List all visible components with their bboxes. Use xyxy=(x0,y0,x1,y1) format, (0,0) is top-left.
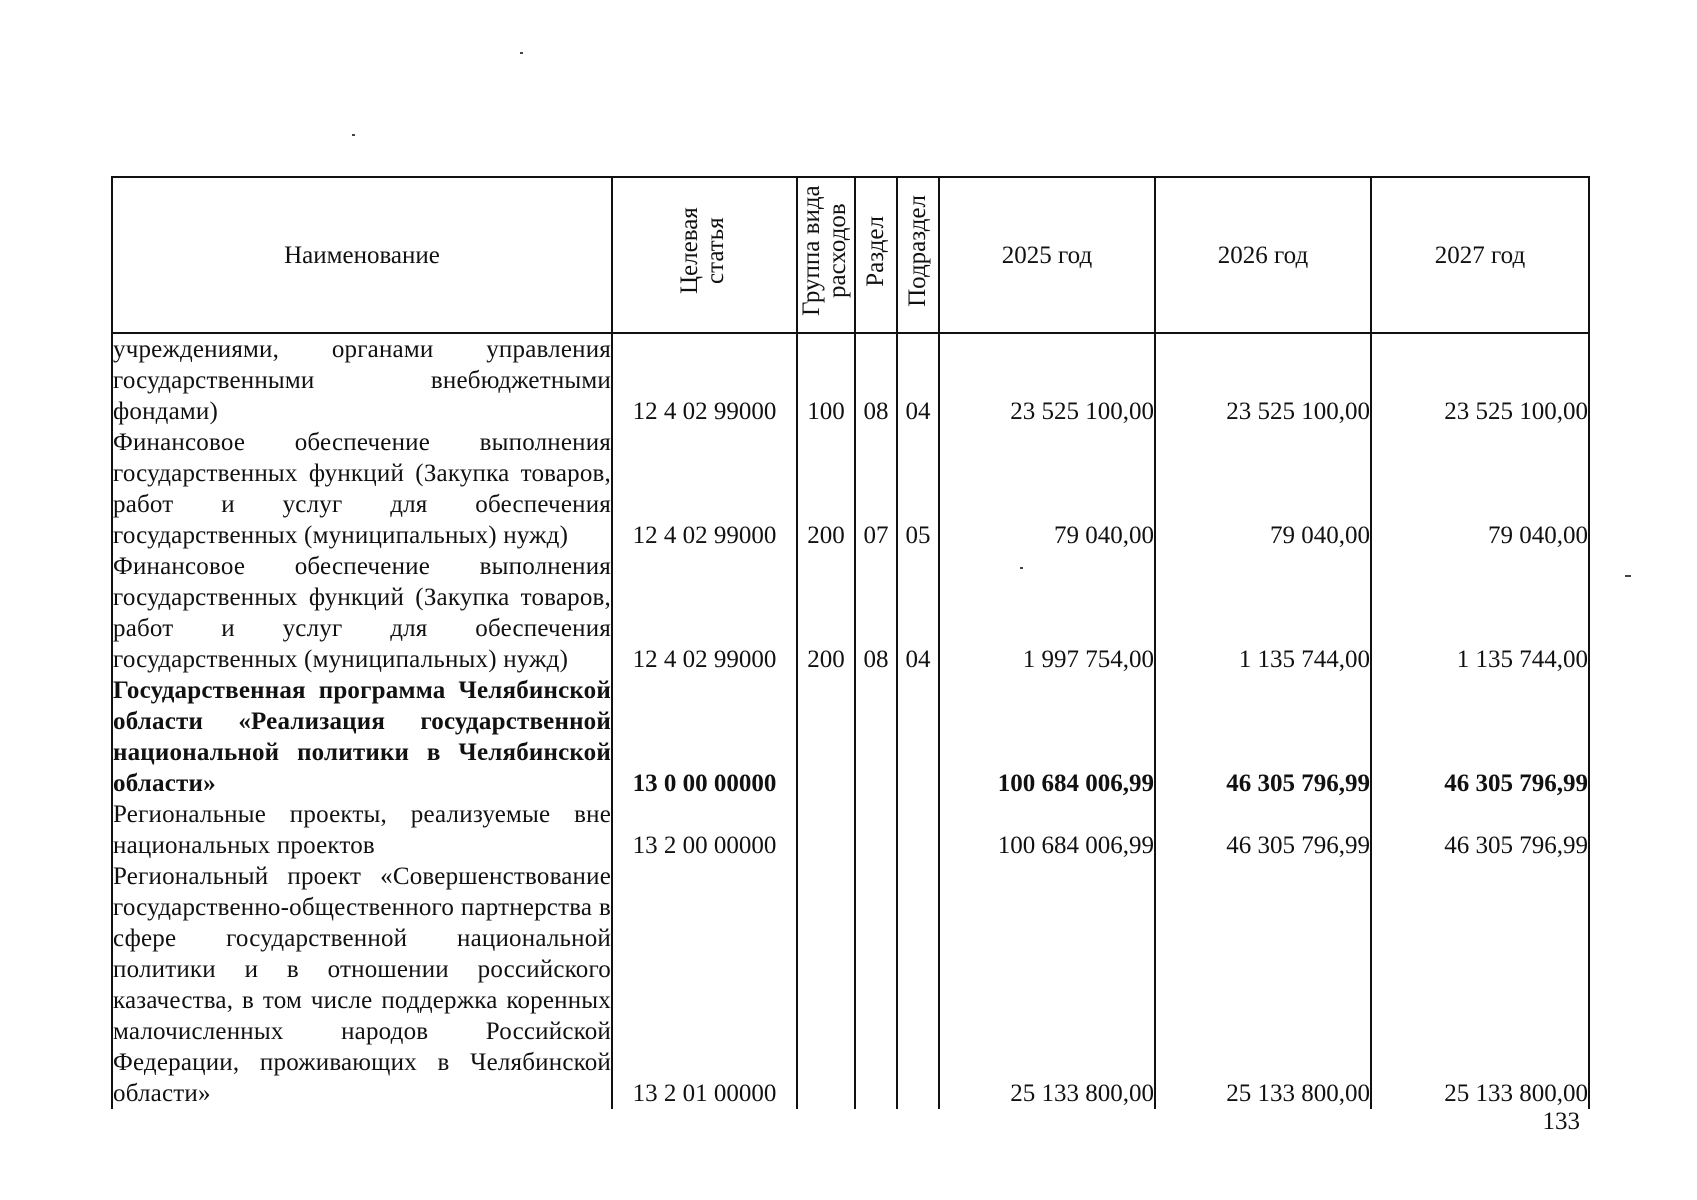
row-subsection: 05 xyxy=(897,427,939,551)
row-subsection xyxy=(897,799,939,861)
row-subsection: 04 xyxy=(897,551,939,675)
row-2025: 100 684 006,99 xyxy=(939,675,1155,799)
row-2026: 23 525 100,00 xyxy=(1155,333,1371,427)
table-row xyxy=(112,333,1589,427)
table-row xyxy=(112,427,1589,551)
row-subsection xyxy=(897,861,939,1109)
page-number: 133 xyxy=(1542,1108,1580,1135)
header-2027: 2027 год xyxy=(1371,177,1589,333)
table-row xyxy=(112,861,1589,1109)
header-name: Наименование xyxy=(112,177,612,333)
header-group: Группа вида расходов xyxy=(797,177,855,333)
row-section xyxy=(855,861,897,1109)
row-target: 12 4 02 99000 xyxy=(612,333,797,427)
row-2027: 46 305 796,99 xyxy=(1371,799,1589,861)
row-section: 08 xyxy=(855,551,897,675)
row-2027: 79 040,00 xyxy=(1371,427,1589,551)
row-name: Финансовое обеспечение выполнения государственных функций (Закупка товаров, работ и услуг для обеспечения государственных (муниципальных) нужд) xyxy=(113,553,611,673)
row-2026: 1 135 744,00 xyxy=(1155,551,1371,675)
row-group xyxy=(797,799,855,861)
header-2025: 2025 год xyxy=(939,177,1155,333)
scan-speck xyxy=(520,52,523,54)
header-2026: 2026 год xyxy=(1155,177,1371,333)
row-2026: 25 133 800,00 xyxy=(1155,861,1371,1109)
header-subsection: Подраздел xyxy=(897,177,939,333)
row-2025: 1 997 754,00 xyxy=(939,551,1155,675)
row-target: 12 4 02 99000 xyxy=(612,427,797,551)
row-group: 100 xyxy=(797,333,855,427)
header-target: Целевая статья xyxy=(612,177,797,333)
row-subsection: 04 xyxy=(897,333,939,427)
table-header xyxy=(112,177,1589,333)
row-2025: 25 133 800,00 xyxy=(939,861,1155,1109)
row-2027: 1 135 744,00 xyxy=(1371,551,1589,675)
row-group: 200 xyxy=(797,427,855,551)
row-group xyxy=(797,675,855,799)
scan-speck xyxy=(352,134,355,136)
row-name: Региональный проект «Совершенствование государственно-общественного партнерства в сфере государственной национальной политики и в отношении российского казачества, в том числе поддержка коренных малочисленных народов Российской Федерации, проживающих в Челябинской области» xyxy=(113,863,611,1107)
table-row xyxy=(112,675,1589,799)
row-section xyxy=(855,675,897,799)
row-2025: 79 040,00 xyxy=(939,427,1155,551)
table-row xyxy=(112,799,1589,861)
row-target: 12 4 02 99000 xyxy=(612,551,797,675)
budget-table xyxy=(111,176,1590,1109)
row-2027: 25 133 800,00 xyxy=(1371,861,1589,1109)
table-body xyxy=(112,333,1589,1109)
row-name: Региональные проекты, реализуемые вне национальных проектов xyxy=(113,801,611,859)
row-subsection xyxy=(897,675,939,799)
row-name: Государственная программа Челябинской области «Реализация государственной национальной политики в Челябинской области» xyxy=(113,677,611,797)
row-2025: 100 684 006,99 xyxy=(939,799,1155,861)
row-2027: 23 525 100,00 xyxy=(1371,333,1589,427)
scan-speck xyxy=(1020,567,1023,569)
row-2026: 46 305 796,99 xyxy=(1155,799,1371,861)
row-2026: 79 040,00 xyxy=(1155,427,1371,551)
row-target: 13 0 00 00000 xyxy=(612,675,797,799)
row-target: 13 2 01 00000 xyxy=(612,861,797,1109)
row-2026: 46 305 796,99 xyxy=(1155,675,1371,799)
row-section: 07 xyxy=(855,427,897,551)
row-target: 13 2 00 00000 xyxy=(612,799,797,861)
row-2027: 46 305 796,99 xyxy=(1371,675,1589,799)
row-group xyxy=(797,861,855,1109)
row-section: 08 xyxy=(855,333,897,427)
row-section xyxy=(855,799,897,861)
row-name: Финансовое обеспечение выполнения государственных функций (Закупка товаров, работ и услуг для обеспечения государственных (муниципальных) нужд) xyxy=(113,429,611,549)
row-name: учреждениями, органами управления государственными внебюджетными фондами) xyxy=(112,333,612,427)
row-group: 200 xyxy=(797,551,855,675)
table-row xyxy=(112,551,1589,675)
row-2025: 23 525 100,00 xyxy=(939,333,1155,427)
scan-speck xyxy=(1625,575,1631,577)
header-section: Раздел xyxy=(855,177,897,333)
